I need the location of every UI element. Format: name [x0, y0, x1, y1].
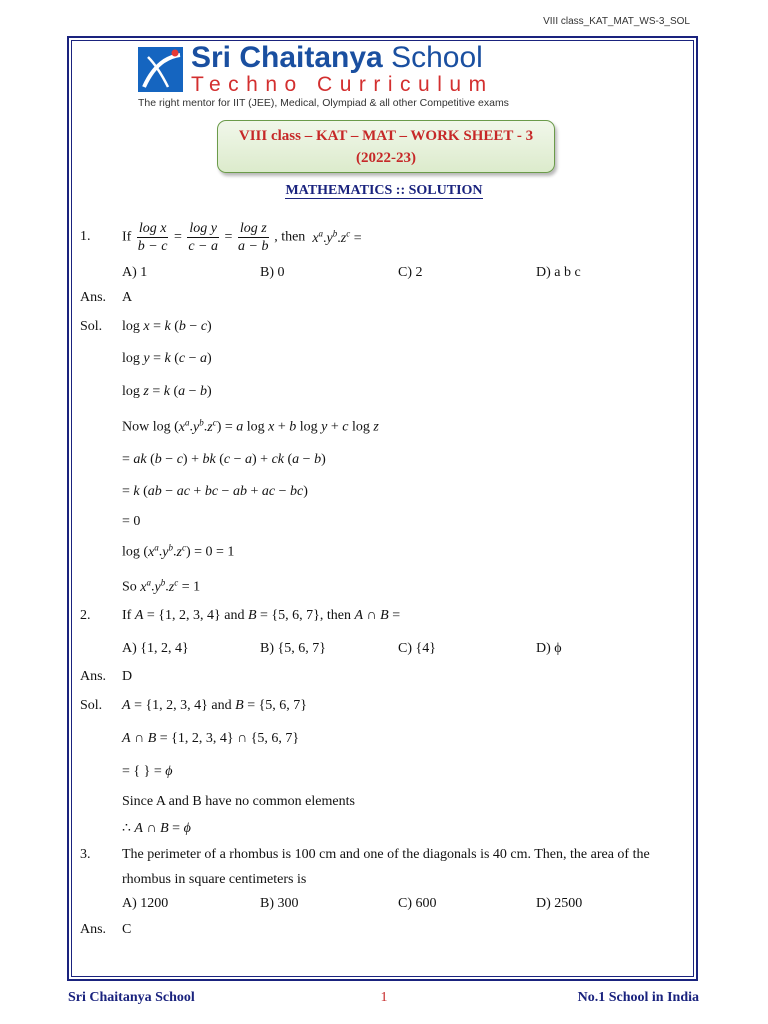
solution-step: = 0	[122, 514, 141, 529]
worksheet-year: (2022-23)	[356, 150, 416, 166]
option-b: B) 300	[260, 896, 299, 911]
option-d: D) ϕ	[536, 641, 562, 656]
question-number: 1.	[80, 229, 91, 244]
question-3-text: The perimeter of a rhombus is 100 cm and one of the diagonals is 40 cm. Then, the area of the	[122, 847, 650, 862]
worksheet-title-banner	[217, 120, 555, 173]
option-d: D) 2500	[536, 896, 583, 911]
solution-step: log z = k (a − b)	[122, 384, 212, 399]
answer-label: Ans.	[80, 669, 107, 684]
footer-slogan: No.1 School in India	[577, 990, 699, 1005]
page-number: 1	[380, 990, 388, 1005]
question-number: 3.	[80, 847, 91, 862]
worksheet-title: VIII class – KAT – MAT – WORK SHEET - 3	[238, 128, 534, 144]
option-a: A) 1200	[122, 896, 169, 911]
answer-value: A	[122, 290, 133, 305]
solution-step: ∴ A ∩ B = ϕ	[122, 821, 191, 836]
option-b: B) 0	[260, 265, 285, 280]
solution-step: = k (ab − ac + bc − ab + ac − bc)	[122, 484, 308, 499]
answer-value: D	[122, 669, 133, 684]
answer-value: C	[122, 922, 132, 937]
solution-step: A = {1, 2, 3, 4} and B = {5, 6, 7}	[122, 698, 308, 713]
solution-step: = ak (b − c) + bk (c − a) + ck (a − b)	[122, 452, 326, 467]
answer-label: Ans.	[80, 290, 107, 305]
solution-step: log x = k (b − c)	[122, 319, 212, 334]
question-number: 2.	[80, 608, 91, 623]
answer-label: Ans.	[80, 922, 107, 937]
option-a: A) {1, 2, 4}	[122, 641, 189, 656]
solution-step: So $x^a.y^b.z^c = 1$	[122, 577, 201, 595]
solution-step: = { } = ϕ	[122, 764, 173, 779]
tagline: The right mentor for IIT (JEE), Medical, Olympiad & all other Competitive exams	[138, 97, 509, 109]
solution-step: Since A and B have no common elements	[122, 794, 355, 809]
option-c: C) 600	[398, 896, 437, 911]
footer-school-name: Sri Chaitanya School	[68, 990, 195, 1005]
option-c: C) {4}	[398, 641, 436, 656]
subject-heading: MATHEMATICS :: SOLUTION	[285, 183, 483, 198]
solution-step: log y = k (c − a)	[122, 351, 212, 366]
document-reference: VIII class_KAT_MAT_WS-3_SOL	[543, 16, 690, 27]
solution-step: A ∩ B = {1, 2, 3, 4} ∩ {5, 6, 7}	[122, 731, 300, 746]
option-b: B) {5, 6, 7}	[260, 641, 326, 656]
question-1-text: If $\frac{\text{log x}}{b - c}$ = $\frac{\text{log y}}{c - a}$ = $\frac{\text{log z}}{a - b}$ , then $x^a.y^b.z^c$ =	[122, 221, 362, 254]
option-d: D) a b c	[536, 265, 581, 280]
brand-subtitle: Techno Curriculum	[191, 73, 494, 96]
solution-step: Now $\log (x^a.y^b.z^c) = a$ log x + b log y + c log z	[122, 417, 379, 435]
solution-step: $\log (x^a.y^b.z^c) = 0 = 1$	[122, 542, 235, 560]
solution-label: Sol.	[80, 319, 103, 334]
school-logo-icon	[138, 47, 183, 92]
question-2-text: If A = {1, 2, 3, 4} and B = {5, 6, 7}, then A ∩ B =	[122, 608, 401, 623]
option-c: C) 2	[398, 265, 423, 280]
question-3-text-cont: rhombus in square centimeters is	[122, 872, 307, 887]
option-a: A) 1	[122, 265, 148, 280]
solution-label: Sol.	[80, 698, 103, 713]
brand-name: Sri Chaitanya School	[191, 41, 483, 74]
